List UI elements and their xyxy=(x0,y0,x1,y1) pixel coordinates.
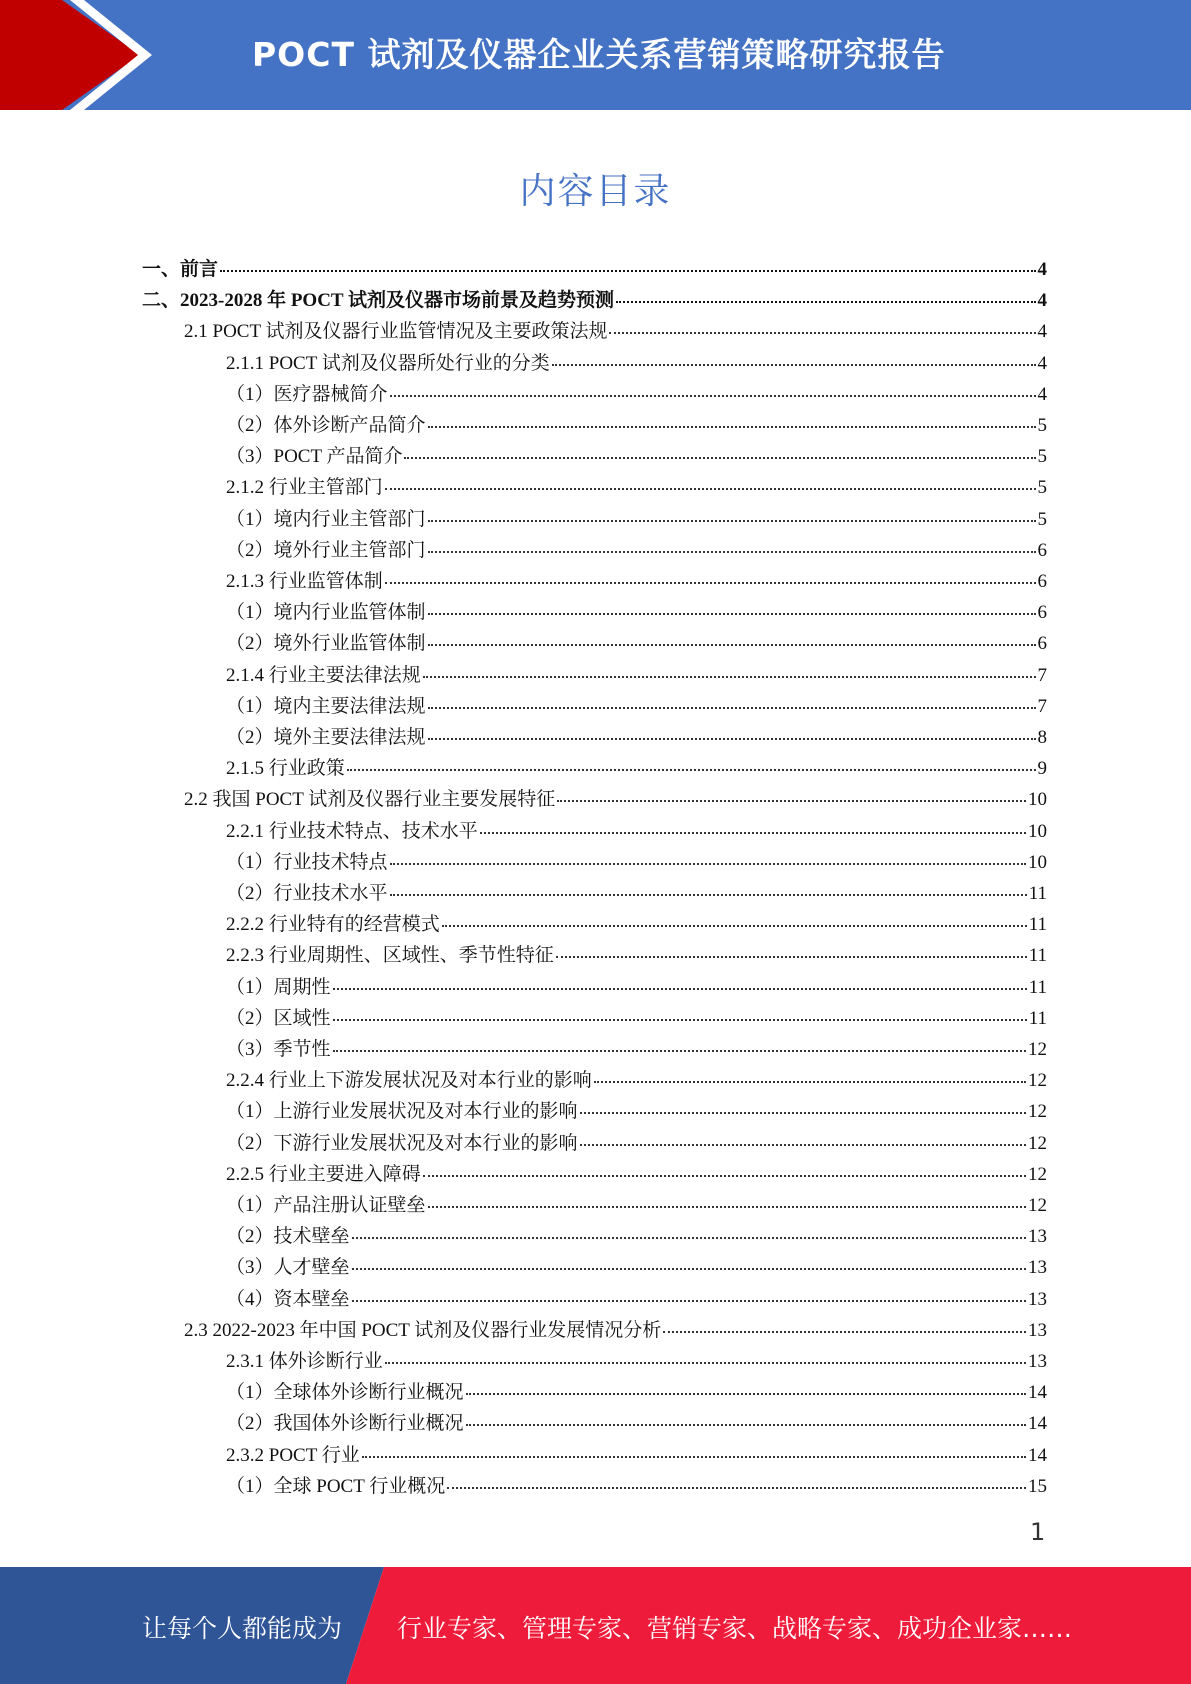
toc-entry-label: 2.2.2 行业特有的经营模式 xyxy=(226,914,440,936)
toc-entry-label: （1）全球 POCT 行业概况 xyxy=(226,1475,446,1497)
toc-entry-label: 2.1.1 POCT 试剂及仪器所处行业的分类 xyxy=(226,352,550,374)
toc-entry-page: 13 xyxy=(1028,1288,1047,1310)
toc-entry-page: 13 xyxy=(1028,1257,1047,1279)
toc-entry-label: （2）境外行业主管部门 xyxy=(226,539,426,561)
toc-leader-dots xyxy=(352,1300,1026,1302)
report-title: POCT 试剂及仪器企业关系营销策略研究报告 xyxy=(252,35,946,74)
toc-entry[interactable] xyxy=(226,1408,1047,1439)
toc-entry[interactable] xyxy=(226,753,1047,784)
toc-entry-page: 10 xyxy=(1028,851,1047,873)
toc-entry-label: （2）下游行业发展状况及对本行业的影响 xyxy=(226,1132,578,1154)
toc-entry-label: （2）行业技术水平 xyxy=(226,883,388,904)
toc-entry-page: 13 xyxy=(1028,1226,1047,1248)
toc-entry-page: 14 xyxy=(1028,1382,1047,1404)
toc-entry-page: 7 xyxy=(1037,695,1047,717)
toc-entry-label: （2）技术壁垒 xyxy=(226,1226,350,1248)
toc-entry[interactable] xyxy=(226,1128,1047,1159)
toc-leader-dots xyxy=(557,800,1026,802)
toc-leader-dots xyxy=(333,1050,1026,1052)
toc-leader-dots xyxy=(385,1362,1026,1364)
toc-entry[interactable] xyxy=(226,1003,1047,1034)
toc-entry-label: （2）境外行业监管体制 xyxy=(226,633,426,655)
footer-slogan-right: 行业专家、管理专家、营销专家、战略专家、成功企业家…… xyxy=(397,1614,1073,1643)
toc-leader-dots xyxy=(616,301,1035,303)
toc-entry-page: 6 xyxy=(1037,633,1047,655)
toc-leader-dots xyxy=(556,956,1027,958)
toc-leader-dots xyxy=(442,925,1027,927)
toc-leader-dots xyxy=(220,270,1035,272)
toc-entry-label: 2.1.3 行业监管体制 xyxy=(226,571,383,592)
toc-entry-page: 12 xyxy=(1028,1195,1047,1216)
toc-leader-dots xyxy=(428,426,1036,428)
toc-entry-page: 4 xyxy=(1037,321,1047,343)
toc-entry[interactable] xyxy=(226,1346,1047,1377)
toc-leader-dots xyxy=(362,1456,1026,1458)
toc-entry-page: 4 xyxy=(1037,352,1047,374)
toc-heading: 内容目录 xyxy=(519,171,672,212)
toc-leader-dots xyxy=(428,551,1036,553)
toc-entry-label: （2）区域性 xyxy=(226,1007,331,1029)
toc-entry-page: 5 xyxy=(1037,508,1047,530)
toc-leader-dots xyxy=(404,457,1035,459)
toc-entry-page: 6 xyxy=(1037,539,1047,561)
toc-entry[interactable] xyxy=(226,1440,1047,1471)
toc-leader-dots xyxy=(580,1112,1026,1114)
toc-entry[interactable] xyxy=(226,909,1047,940)
toc-entry-label: （2）境外主要法律法规 xyxy=(226,727,426,748)
toc-entry-label: （1）境内行业主管部门 xyxy=(226,508,426,530)
footer-slogan-left: 让每个人都能成为 xyxy=(142,1614,343,1643)
toc-leader-dots xyxy=(552,364,1036,366)
toc-entry[interactable] xyxy=(226,940,1047,971)
toc-entry-label: 2.3.2 POCT 行业 xyxy=(226,1444,360,1466)
toc-entry[interactable] xyxy=(226,1471,1047,1502)
toc-leader-dots xyxy=(428,738,1036,740)
toc-entry[interactable] xyxy=(226,504,1047,535)
toc-entry[interactable] xyxy=(226,816,1047,847)
toc-entry-page: 11 xyxy=(1028,976,1047,998)
toc-entry[interactable] xyxy=(226,472,1047,503)
toc-leader-dots xyxy=(594,1081,1026,1083)
toc-entry-page: 4 xyxy=(1037,259,1047,280)
toc-leader-dots xyxy=(423,1175,1026,1177)
toc-entry[interactable] xyxy=(226,535,1047,566)
toc-entry-page: 9 xyxy=(1037,758,1047,780)
toc-entry-label: 2.3.1 体外诊断行业 xyxy=(226,1351,383,1372)
toc-leader-dots xyxy=(352,1268,1026,1270)
toc-leader-dots xyxy=(333,1019,1027,1021)
toc-entry-label: 2.1.5 行业政策 xyxy=(226,758,345,780)
toc-leader-dots xyxy=(466,1424,1026,1426)
toc-entry-page: 4 xyxy=(1037,383,1047,405)
toc-leader-dots xyxy=(580,1144,1026,1146)
toc-entry-page: 4 xyxy=(1037,290,1047,312)
toc-entry[interactable] xyxy=(226,847,1047,878)
toc-entry-label: （1）周期性 xyxy=(226,976,331,998)
toc-entry-label: （3）人才壁垒 xyxy=(226,1257,350,1279)
toc-entry[interactable] xyxy=(226,722,1047,753)
toc-entry-label: （1）上游行业发展状况及对本行业的影响 xyxy=(226,1101,578,1123)
toc-leader-dots xyxy=(480,832,1026,834)
toc-entry-page: 12 xyxy=(1028,1039,1047,1060)
toc-entry-page: 14 xyxy=(1028,1413,1047,1435)
toc-entry-label: 2.2 我国 POCT 试剂及仪器行业主要发展特征 xyxy=(184,789,556,811)
toc-entry-label: （1）境内主要法律法规 xyxy=(226,695,426,717)
toc-entry-page: 14 xyxy=(1028,1444,1047,1466)
toc-entry-page: 11 xyxy=(1028,1007,1047,1029)
toc-entry-page: 11 xyxy=(1028,883,1047,904)
toc-entry-label: （1）产品注册认证壁垒 xyxy=(226,1195,426,1216)
toc-entry-label: 2.1 POCT 试剂及仪器行业监管情况及主要政策法规 xyxy=(184,321,608,343)
toc-entry[interactable] xyxy=(226,628,1047,659)
toc-leader-dots xyxy=(390,395,1036,397)
toc-leader-dots xyxy=(447,1487,1026,1489)
toc-entry[interactable] xyxy=(226,379,1047,410)
toc-entry-label: （1）医疗器械简介 xyxy=(226,383,388,405)
toc-entry[interactable] xyxy=(226,566,1047,597)
toc-entry[interactable] xyxy=(226,348,1047,379)
toc-leader-dots xyxy=(428,707,1036,709)
toc-entry-label: 一、前言 xyxy=(142,259,219,280)
toc-leader-dots xyxy=(390,894,1027,896)
toc-entry-page: 5 xyxy=(1037,477,1047,499)
toc-entry-label: 2.2.4 行业上下游发展状况及对本行业的影响 xyxy=(226,1070,592,1092)
toc-entry-label: （4）资本壁垒 xyxy=(226,1288,350,1310)
toc-entry-page: 7 xyxy=(1037,664,1047,686)
toc-entry[interactable] xyxy=(184,316,1047,347)
toc-entry-page: 10 xyxy=(1028,820,1047,842)
toc-entry[interactable] xyxy=(226,1159,1047,1190)
header-arrow-decoration xyxy=(0,0,160,110)
page-header xyxy=(0,0,1191,110)
toc-entry[interactable] xyxy=(184,1315,1047,1346)
toc-leader-dots xyxy=(466,1393,1026,1395)
toc-entry-label: 2.1.2 行业主管部门 xyxy=(226,477,383,499)
toc-leader-dots xyxy=(390,863,1026,865)
toc-entry-page: 6 xyxy=(1037,571,1047,592)
toc-leader-dots xyxy=(333,988,1027,990)
toc-leader-dots xyxy=(428,1206,1026,1208)
toc-leader-dots xyxy=(352,1237,1026,1239)
toc-entry-page: 15 xyxy=(1028,1475,1047,1497)
toc-entry[interactable] xyxy=(226,410,1047,441)
toc-entry[interactable] xyxy=(184,784,1047,815)
toc-leader-dots xyxy=(428,644,1036,646)
toc-entry-label: 2.2.5 行业主要进入障碍 xyxy=(226,1163,421,1185)
toc-entry-page: 6 xyxy=(1037,602,1047,624)
page-footer xyxy=(0,1567,1191,1684)
toc-entry-page: 11 xyxy=(1028,914,1047,936)
toc-entry-label: 2.2.3 行业周期性、区域性、季节性特征 xyxy=(226,945,554,967)
toc-entry[interactable] xyxy=(226,972,1047,1003)
toc-entry-label: （1）行业技术特点 xyxy=(226,851,388,873)
toc-entry-page: 5 xyxy=(1037,446,1047,468)
toc-entry-label: （1）全球体外诊断行业概况 xyxy=(226,1382,464,1404)
toc-entry[interactable] xyxy=(226,1065,1047,1096)
toc-leader-dots xyxy=(423,676,1036,678)
toc-leader-dots xyxy=(385,488,1036,490)
toc-entry-label: （3）POCT 产品简介 xyxy=(226,446,403,468)
toc-entry[interactable] xyxy=(226,1377,1047,1408)
toc-entry-page: 12 xyxy=(1028,1101,1047,1123)
toc-entry-label: 二、2023-2028 年 POCT 试剂及仪器市场前景及趋势预测 xyxy=(142,290,615,312)
toc-entry[interactable] xyxy=(142,285,1047,316)
toc-leader-dots xyxy=(609,332,1035,334)
toc-entry-page: 8 xyxy=(1037,727,1047,748)
toc-entry[interactable] xyxy=(226,441,1047,472)
toc-entry-page: 12 xyxy=(1028,1163,1047,1185)
toc-entry[interactable] xyxy=(226,1096,1047,1127)
toc-entry[interactable] xyxy=(226,691,1047,722)
toc-entry-label: （2）我国体外诊断行业概况 xyxy=(226,1413,464,1435)
toc-entry-page: 12 xyxy=(1028,1132,1047,1154)
toc-leader-dots xyxy=(428,613,1036,615)
page-number: 1 xyxy=(1030,1518,1046,1546)
toc-entry-label: 2.1.4 行业主要法律法规 xyxy=(226,664,421,686)
toc-entry[interactable] xyxy=(226,597,1047,628)
toc-entry[interactable] xyxy=(226,878,1047,909)
toc-leader-dots xyxy=(663,1331,1026,1333)
toc-entry[interactable] xyxy=(226,1284,1047,1315)
toc-entry[interactable] xyxy=(226,1034,1047,1065)
toc-entry[interactable] xyxy=(226,660,1047,691)
toc-entry-label: （3）季节性 xyxy=(226,1039,331,1060)
toc-leader-dots xyxy=(385,582,1036,584)
toc-entry-label: （2）体外诊断产品简介 xyxy=(226,415,426,436)
toc-entry[interactable] xyxy=(226,1221,1047,1252)
toc-entry-page: 12 xyxy=(1028,1070,1047,1092)
toc-entry[interactable] xyxy=(226,1190,1047,1221)
toc-leader-dots xyxy=(428,520,1036,522)
toc-entry-label: 2.2.1 行业技术特点、技术水平 xyxy=(226,820,478,842)
toc-entry-label: （1）境内行业监管体制 xyxy=(226,602,426,624)
toc-entry-page: 5 xyxy=(1037,415,1047,436)
toc-entry[interactable] xyxy=(142,254,1047,285)
toc-entry-page: 13 xyxy=(1028,1319,1047,1341)
toc-leader-dots xyxy=(347,769,1036,771)
toc-entry-label: 2.3 2022-2023 年中国 POCT 试剂及仪器行业发展情况分析 xyxy=(184,1319,662,1341)
toc-entry[interactable] xyxy=(226,1252,1047,1283)
toc-entry-page: 11 xyxy=(1028,945,1047,967)
toc-entry-page: 13 xyxy=(1028,1351,1047,1372)
toc-entry-page: 10 xyxy=(1028,789,1047,811)
